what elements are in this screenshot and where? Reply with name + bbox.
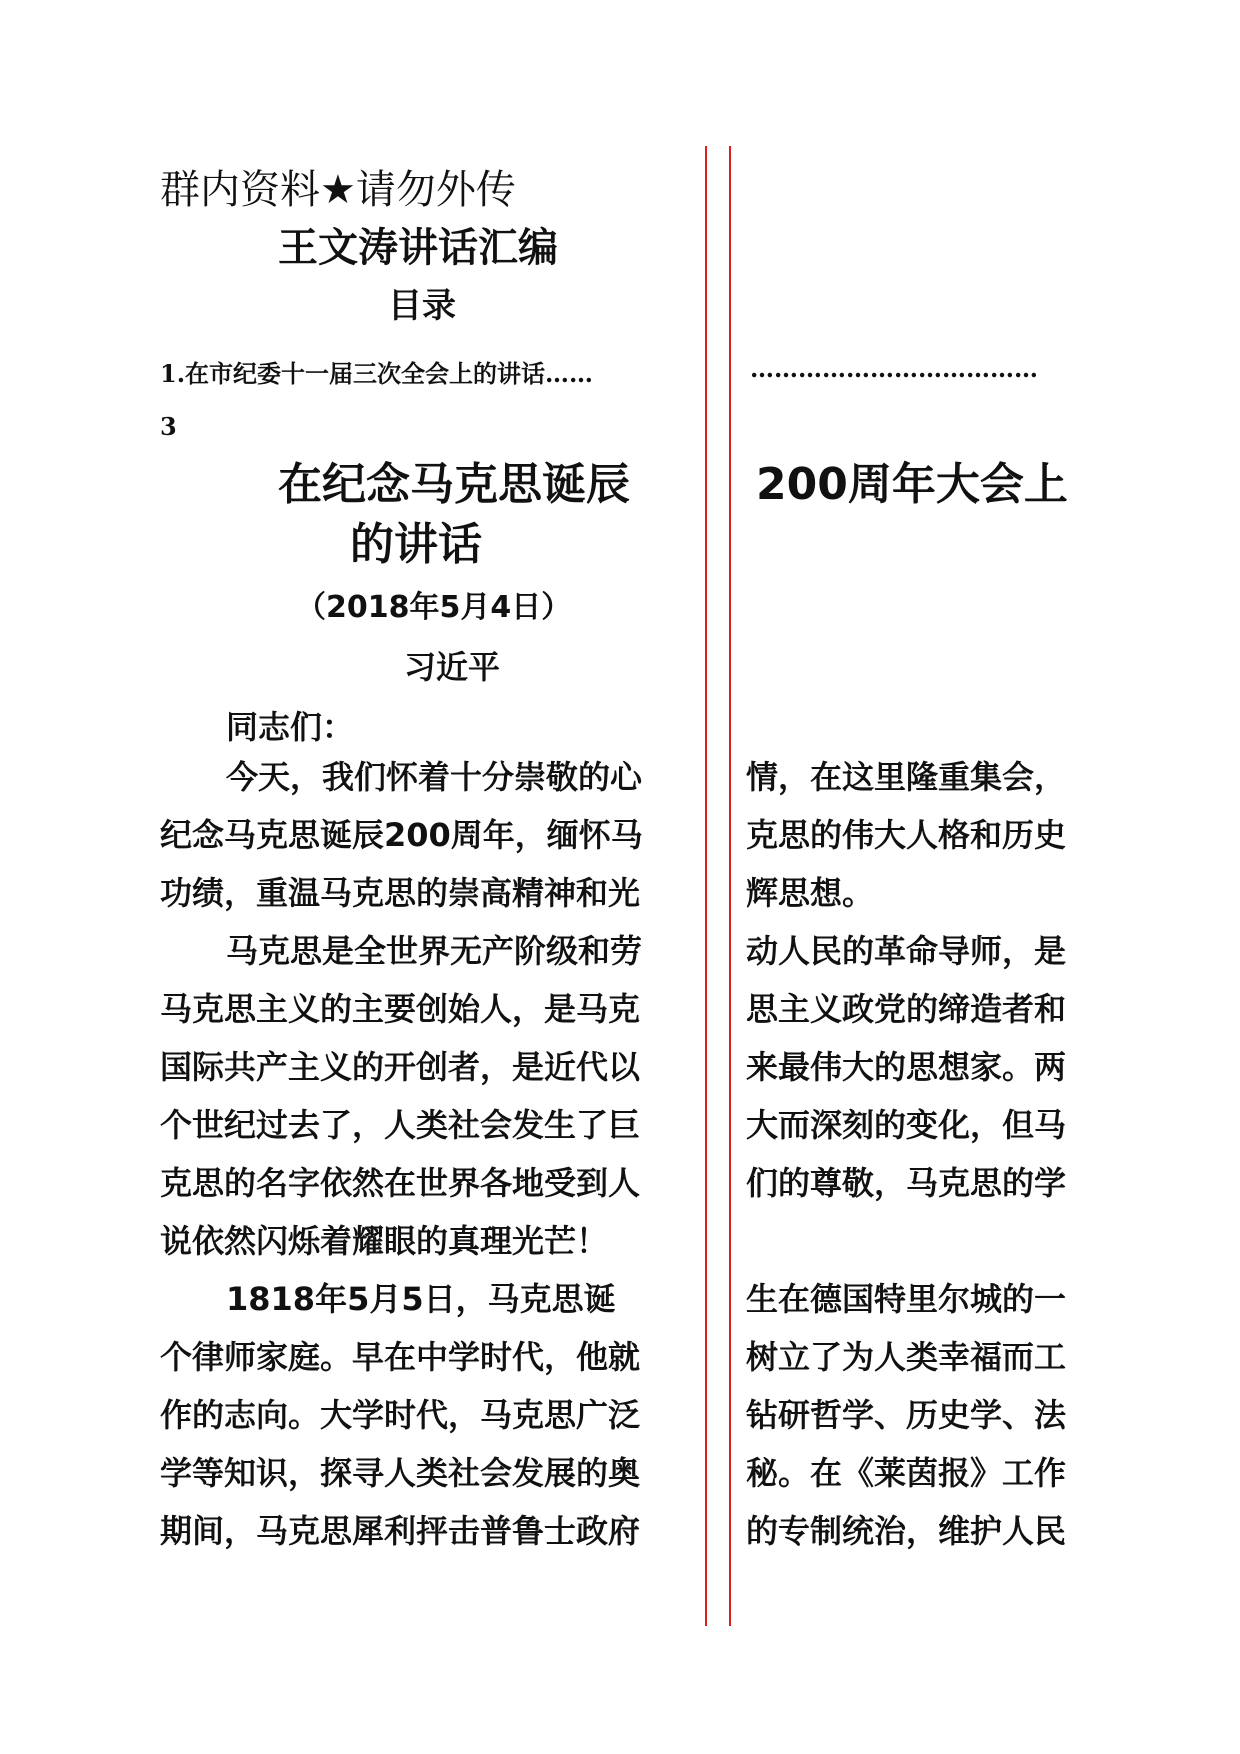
body-left-column <box>160 748 700 1560</box>
body-line: 大而深刻的变化，但马 <box>746 1106 1067 1144</box>
body-right-column <box>746 748 1086 1560</box>
body-line: 动人民的革命导师，是 <box>746 932 1067 970</box>
body-line: 克思的名字依然在世界各地受到人 <box>160 1164 641 1202</box>
body-line: 来最伟大的思想家。两 <box>746 1048 1067 1086</box>
body-line: 马克思主义的主要创始人，是马克 <box>160 990 641 1028</box>
body-line: 秘。在《莱茵报》工作 <box>746 1454 1067 1492</box>
body-line: 国际共产主义的开创者，是近代以 <box>160 1048 641 1086</box>
collection-title: 王文涛讲话汇编 <box>278 225 558 271</box>
toc-entry-page-number: 3 <box>160 412 177 441</box>
body-line <box>746 1212 1086 1270</box>
body-line: 的专制统治，维护人民 <box>746 1512 1067 1550</box>
body-line: 期间，马克思犀利抨击普鲁士政府 <box>160 1512 641 1550</box>
body-line: 个律师家庭。早在中学时代，他就 <box>160 1338 641 1376</box>
body-line: 们的尊敬，马克思的学 <box>746 1164 1067 1202</box>
body-line: 功绩，重温马克思的崇高精神和光 <box>160 874 641 912</box>
salutation: 同志们： <box>226 708 355 746</box>
body-line: 马克思是全世界无产阶级和劳 <box>226 932 643 970</box>
body-line: 今天，我们怀着十分崇敬的心 <box>226 758 643 796</box>
body-line: 树立了为人类幸福而工 <box>746 1338 1067 1376</box>
body-line: 学等知识，探寻人类社会发展的奥 <box>160 1454 641 1492</box>
toc-title: 目录 <box>388 286 456 326</box>
speech-title-left-line1: 在纪念马克思诞辰 <box>278 459 630 510</box>
column-divider-left-rule <box>705 146 707 1626</box>
body-line: 生在德国特里尔城的一 <box>746 1280 1067 1318</box>
body-line: 克思的伟大人格和历史 <box>746 816 1067 854</box>
body-line: 1818年5月5日，马克思诞 <box>226 1280 616 1318</box>
body-line: 纪念马克思诞辰200周年，缅怀马 <box>160 816 643 854</box>
internal-notice: 群内资料★请勿外传 <box>160 167 516 213</box>
body-line: 思主义政党的缔造者和 <box>746 990 1067 1028</box>
body-line: 说依然闪烁着耀眼的真理光芒！ <box>160 1222 609 1260</box>
speech-date: （2018年5月4日） <box>296 590 572 625</box>
body-line: 钻研哲学、历史学、法 <box>746 1396 1067 1434</box>
toc-entry[interactable]: 1.在市纪委十一届三次全会上的讲话…… <box>160 359 594 388</box>
speech-title-right-line1: 200周年大会上 <box>756 459 1068 510</box>
body-line: 辉思想。 <box>746 874 875 912</box>
body-line: 情，在这里隆重集会， <box>746 758 1067 796</box>
body-line: 个世纪过去了，人类社会发生了巨 <box>160 1106 641 1144</box>
speech-title-left-line2: 的讲话 <box>350 519 482 570</box>
speech-author: 习近平 <box>404 648 501 686</box>
body-line: 作的志向。大学时代，马克思广泛 <box>160 1396 641 1434</box>
column-divider-right-rule <box>729 146 731 1626</box>
toc-entry-leader-dots: ……………………………… <box>750 354 1038 383</box>
